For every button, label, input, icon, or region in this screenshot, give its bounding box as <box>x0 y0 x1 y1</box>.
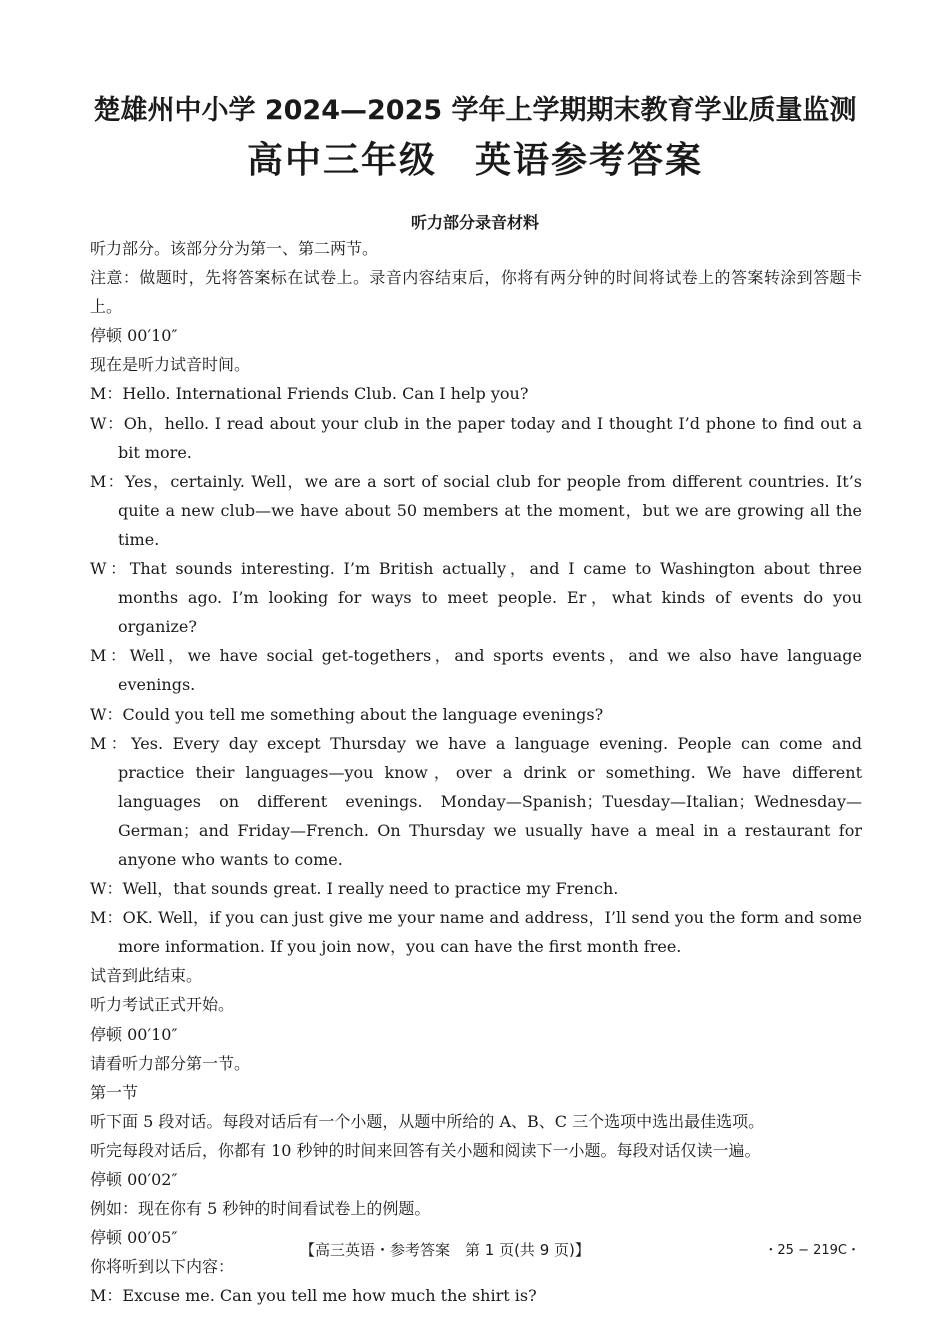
dialogue-line: M：Well，we have social get-togethers，and sports events，and we also have language evenings. <box>90 646 862 695</box>
section-heading: 第一节 <box>90 1082 139 1102</box>
instruction-line: 听力考试正式开始。 <box>90 995 235 1015</box>
dialogue-line: W：Oh，hello. I read about your club in the paper today and I thought I’d phone to find out a bit more. <box>90 413 862 462</box>
instruction-line: 你将听到以下内容： <box>90 1257 235 1277</box>
instruction-line: 例如：现在你有 5 秒钟的时间看试卷上的例题。 <box>90 1199 431 1219</box>
dialogue-line: M：Yes，certainly. Well，we are a sort of social club for people from different countries. It’s quite a new club—we have about 50 members at the moment，but we are growing all the time. <box>90 471 862 549</box>
dialogue-line: M：Yes. Every day except Thursday we have a language evening. People can come and practice their languages—you know，over a drink or something. We have different languages on different evenings. Monday—Spanish；Tuesday—Italian；Wednesday—German；and Friday—French. On Thursday we usually have a meal in a restaurant for anyone who wants to come. <box>90 733 862 869</box>
dialogue-line: W：That sounds interesting. I’m British actually，and I came to Washington about three months ago. I’m looking for ways to meet people. Er，what kinds of events do you organize? <box>90 559 862 637</box>
instruction-line: 试音到此结束。 <box>90 966 203 986</box>
dialogue-line: M：Hello. International Friends Club. Can I help you? <box>90 384 529 404</box>
pause-line: 停顿 00′10″ <box>90 1024 178 1044</box>
dialogue-line: W：Could you tell me something about the language evenings? <box>90 704 604 724</box>
dialogue-line: M：OK. Well，if you can just give me your name and address，I’ll send you the form and some more information. If you join now，you can have the first month free. <box>90 908 862 957</box>
dialogue-line: M：Excuse me. Can you tell me how much the shirt is? <box>90 1286 537 1306</box>
footer-page-info: 【高三英语・参考答案 第 1 页(共 9 页)】 <box>300 1241 590 1259</box>
section-title: 听力部分录音材料 <box>410 213 539 232</box>
instruction-line: 请看听力部分第一节。 <box>90 1053 251 1073</box>
instruction-line: 听下面 5 段对话。每段对话后有一个小题，从题中所给的 A、B、C 三个选项中选出最佳选项。 <box>90 1111 765 1131</box>
pause-line: 停顿 00′05″ <box>90 1228 178 1248</box>
instruction-line: 听力部分。该部分分为第一、第二两节。 <box>90 239 379 258</box>
footer-code: ・25 − 219C・ <box>764 1243 860 1258</box>
instruction-line: 现在是听力试音时间。 <box>90 355 251 375</box>
instruction-paragraph: 注意：做题时，先将答案标在试卷上。录音内容结束后，你将有两分钟的时间将试卷上的答案转涂到答题卡上。 <box>90 268 862 317</box>
pause-line: 停顿 00′10″ <box>90 326 178 346</box>
exam-title: 楚雄州中小学 2024—2025 学年上学期期末教育学业质量监测 <box>93 95 857 126</box>
answer-key-title: 高中三年级 英语参考答案 <box>246 140 703 181</box>
dialogue-line: W：Well，that sounds great. I really need to practice my French. <box>90 879 619 899</box>
page-footer <box>0 1239 950 1261</box>
pause-line: 停顿 00′02″ <box>90 1170 178 1189</box>
instruction-line: 听完每段对话后，你都有 10 秒钟的时间来回答有关小题和阅读下一小题。每段对话仅读一遍。 <box>90 1140 761 1160</box>
transcript-body <box>90 234 862 1310</box>
